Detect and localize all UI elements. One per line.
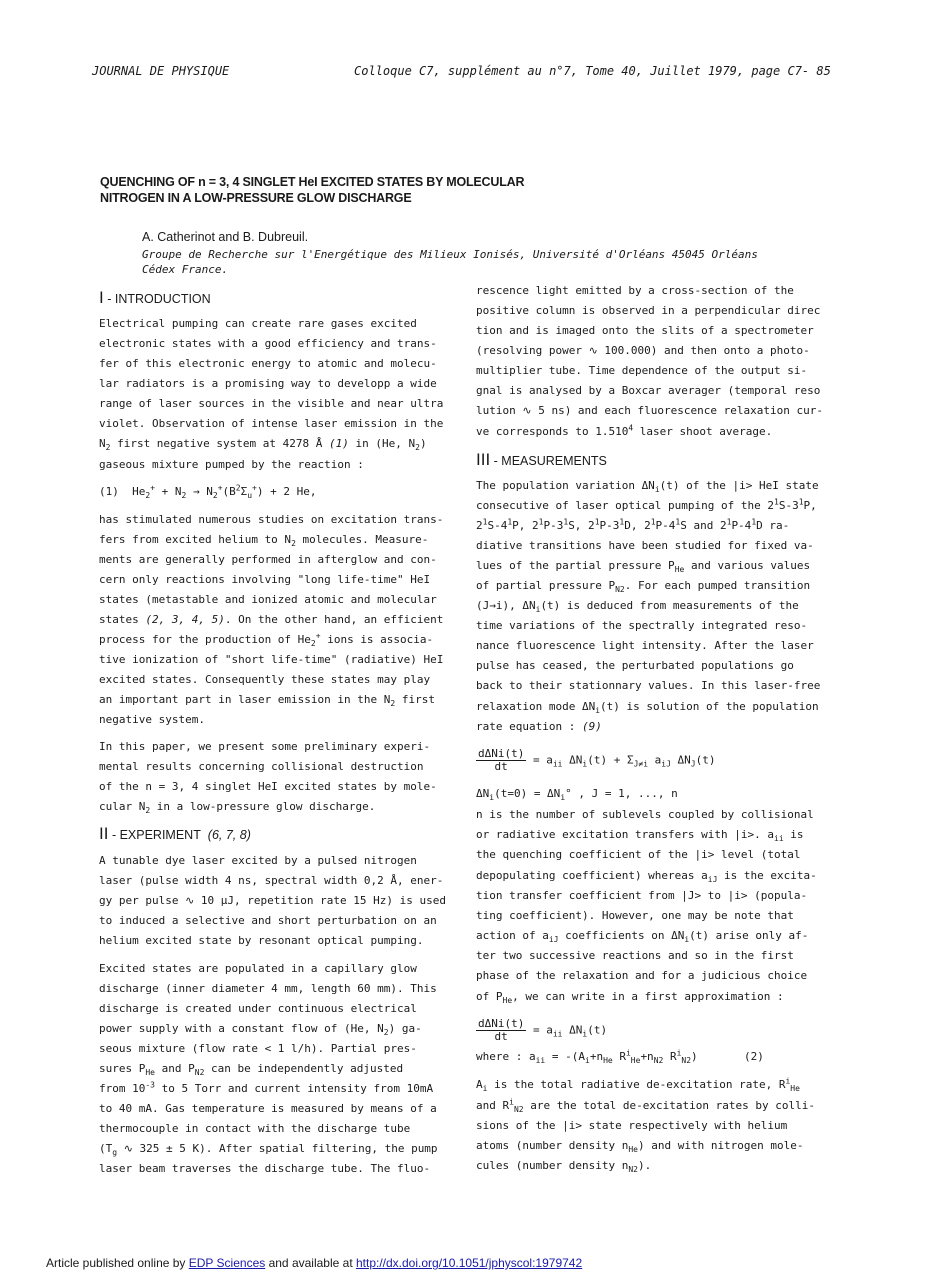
citation: (1) (329, 437, 349, 450)
citation: (6, 7, 8) (207, 828, 251, 842)
section-title: - INTRODUCTION (107, 292, 211, 306)
text-line: gaseous mixture pumped by the reaction : (99, 458, 364, 471)
text-line: lues of the partial pressure $P_{He}$ and various values (476, 559, 811, 575)
doi-link[interactable]: http://dx.doi.org/10.1051/jphyscol:1979742 (355, 1256, 583, 1270)
text-line: electronic states with a good efficiency and trans- (99, 337, 437, 350)
text-line: lar radiators is a promising way to developp a wide (99, 377, 437, 390)
text-line: gnal is analysed by a Boxcar averager (temporal reso (476, 384, 821, 397)
affiliation (142, 247, 758, 277)
affiliation-line-1: Groupe de Recherche sur l'Energétique des Milieux Ionisés, Université d'Orléans 45045 Orléans (142, 248, 758, 261)
text-line: cern only reactions involving "long life-time" HeI (99, 573, 431, 586)
text-line: to 40 mA. Gas temperature is measured by means of a (99, 1102, 437, 1115)
equation-approx: $\frac{\text{dΔNi(t)}}{dt}$ = $a_{ii}$ $\Delta N_i(t)$ (478, 1017, 608, 1043)
text-line: tion transfer coefficient from |J> to |i> (popula- (476, 889, 808, 902)
fraction: $\frac{\text{dΔNi(t)}}{dt}$ (478, 747, 525, 773)
text-line: an important part in laser emission in the $N_2$ first (99, 693, 435, 709)
text-line: $2^1S-4^1P$, $2^1P-3^1S$, $2^1P-3^1D$, $2^1P-4^1S$ and $2^1P-4^1D$ ra- (476, 517, 790, 532)
text-line: relaxation mode $\Delta N_i(t)$ is solution of the population (476, 700, 819, 716)
text-line: negative system. (99, 713, 205, 726)
text-line: rate equation : (9) (476, 720, 602, 733)
text-line: ting coefficient). However, one may be note that (476, 909, 794, 922)
text-line: states (metastable and ionized atomic and molecular (99, 593, 437, 606)
text-line: ter two successive reactions and so in the first (476, 949, 794, 962)
text-line: nance fluorescence light intensity. After the laser (476, 639, 814, 652)
text-line: cular $N_2$ in a low-pressure glow discharge. (99, 800, 376, 816)
text-line: A tunable dye laser excited by a pulsed nitrogen (99, 854, 417, 867)
section-heading-measurements (476, 450, 607, 471)
text-line: lution ∿ 5 ns) and each fluorescence relaxation cur- (476, 404, 823, 417)
text-line: multiplier tube. Time dependence of the output si- (476, 364, 808, 377)
text-line: back to their stationnary values. In this laser-free (476, 679, 821, 692)
text-line: of $P_{He}$, we can write in a first approximation : (476, 990, 784, 1006)
text-line: power supply with a constant flow of (He, $N_2$) ga- (99, 1022, 422, 1038)
section-number: III (476, 450, 491, 469)
text-line: In this paper, we present some preliminary experi- (99, 740, 431, 753)
title-line-1: QUENCHING OF n = 3, 4 SINGLET HeI EXCITED STATES BY MOLECULAR (100, 175, 525, 189)
equation-1: (1) $He_2^+ + N_2 \to N_2^+(B^2\Sigma_u^+) + 2$ He, (99, 483, 317, 501)
text-line: seous mixture (flow rate < 1 l/h). Partial pres- (99, 1042, 417, 1055)
publisher-link[interactable]: EDP Sciences (188, 1256, 266, 1270)
text-line: laser beam traverses the discharge tube. The fluo- (99, 1162, 431, 1175)
text-line: states (2, 3, 4, 5). On the other hand, an efficient (99, 613, 444, 626)
citation: (2, 3, 4, 5) (145, 613, 225, 626)
text-line: ($T_g$ ∿ 325 ± 5 K). After spatial filtering, the pump (99, 1142, 438, 1158)
text-line: Electrical pumping can create rare gases excited (99, 317, 417, 330)
colloque-reference: Colloque C7, supplément au n°7, Tome 40, Juillet 1979, page C7- 85 (354, 64, 831, 78)
publication-footer: Article published online by EDP Sciences and available at http://dx.doi.org/10.1051/jphyscol:1979742 (46, 1256, 583, 1270)
text-line: Excited states are populated in a capillary glow (99, 962, 417, 975)
text-line: or radiative excitation transfers with |i>. $a_{ii}$ is (476, 828, 804, 844)
text-line: mental results concerning collisional destruction (99, 760, 424, 773)
text-line: from $10^{-3}$ to 5 Torr and current intensity from 10mA (99, 1080, 434, 1095)
affiliation-line-2: Cédex France. (142, 263, 229, 276)
text-line: tive ionization of "short life-time" (radiative) HeI (99, 653, 444, 666)
text-line: to induced a selective and short perturbation on an (99, 914, 437, 927)
text-line: $N_2$ first negative system at 4278 Å (1) in (He, $N_2$) (99, 437, 427, 453)
text-line: $A_i$ is the total radiative de-excitation rate, $R^i_{He}$ (476, 1076, 800, 1094)
equation-label: (1) (99, 485, 119, 498)
text-line: action of $a_{iJ}$ coefficients on $\Delta N_i(t)$ arise only af- (476, 929, 809, 945)
section-title: - EXPERIMENT (111, 828, 201, 842)
title-line-2: NITROGEN IN A LOW-PRESSURE GLOW DISCHARGE (100, 191, 412, 205)
equation-initial: $\Delta N_i(t=0) = \Delta N_i^\circ$ , J = 1, ..., n (476, 787, 678, 803)
text-line: ve corresponds to 1.510$^4$ laser shoot average. (476, 423, 773, 438)
text-line: sions of the |i> state respectively with helium (476, 1119, 788, 1132)
text-line: rescence light emitted by a cross-section of the (476, 284, 794, 297)
text-line: atoms (number density $n_{He}$) and with nitrogen mole- (476, 1139, 804, 1155)
text-line: gy per pulse ∿ 10 μJ, repetition rate 15 Hz) is used (99, 894, 446, 907)
section-title: - MEASUREMENTS (493, 454, 607, 468)
fraction: $\frac{\text{dΔNi(t)}}{dt}$ (478, 1017, 525, 1043)
text-line: time variations of the spectrally integrated reso- (476, 619, 808, 632)
text-line: n is the number of sublevels coupled by collisional (476, 808, 814, 821)
equation-label: (2) (744, 1050, 764, 1063)
text-line: cules (number density $n_{N2}$). (476, 1159, 652, 1175)
text-line: of the n = 3, 4 singlet HeI excited states by mole- (99, 780, 437, 793)
text-line: fer of this electronic energy to atomic and molecu- (99, 357, 437, 370)
text-line: tion and is imaged onto the slits of a spectrometer (476, 324, 814, 337)
equation-rate: $\frac{\text{dΔNi(t)}}{dt}$ = $a_{ii}$ $\Delta N_i(t) + \Sigma_{J\ne i}$ $a_{iJ}$ $\Delta N_J(t)$ (478, 747, 716, 773)
text-line: excited states. Consequently these states may play (99, 673, 431, 686)
journal-name: JOURNAL DE PHYSIQUE (92, 64, 230, 78)
text-line: The population variation $\Delta N_i(t)$ of the |i> HeI state (476, 479, 819, 495)
text-line: depopulating coefficient) whereas $a_{iJ}$ is the excita- (476, 869, 817, 885)
text-line: laser (pulse width 4 ns, spectral width 0,2 Å, ener- (99, 874, 444, 887)
text-line: violet. Observation of intense laser emission in the (99, 417, 444, 430)
text-line: (J→i), $\Delta N_i(t)$ is deduced from measurements of the (476, 599, 799, 615)
section-heading-introduction (99, 288, 211, 309)
text-line: consecutive of laser optical pumping of the $2^1S-3^1P$, (476, 497, 817, 512)
text-line: helium excited state by resonant optical pumping. (99, 934, 424, 947)
text-line: sures $P_{He}$ and $P_{N2}$ can be independently adjusted (99, 1062, 404, 1078)
text-line: of partial pressure $P_{N2}$. For each pumped transition (476, 579, 811, 595)
text-line: discharge (inner diameter 4 mm, length 60 mm). This (99, 982, 437, 995)
text-line: fers from excited helium to $N_2$ molecules. Measure- (99, 533, 429, 549)
text-line: and $R^i_{N2}$ are the total de-excitation rates by colli- (476, 1097, 815, 1115)
text-line: discharge is created under continuous electrical (99, 1002, 417, 1015)
section-number: I (99, 288, 104, 307)
text-line: the quenching coefficient of the |i> level (total (476, 848, 801, 861)
equation-2: where : $a_{ii} = -(A_i+n_{He}$ $R^i_{He}+n_{N2}$ $R^i_{N2}$) (2) (476, 1048, 764, 1066)
paper-title (100, 174, 660, 206)
sum-symbol: Σ (626, 753, 634, 767)
section-heading-experiment (99, 824, 251, 845)
text-line: pulse has ceased, the perturbated populations go (476, 659, 794, 672)
text-line: diative transitions have been studied for fixed va- (476, 539, 814, 552)
text-line: phase of the relaxation and for a judicious choice (476, 969, 808, 982)
text-line: thermocouple in contact with the discharge tube (99, 1122, 411, 1135)
text-line: ments are generally performed in afterglow and con- (99, 553, 437, 566)
text-line: has stimulated numerous studies on excitation trans- (99, 513, 444, 526)
text-line: range of laser sources in the visible and near ultra (99, 397, 444, 410)
section-number: II (99, 824, 109, 843)
authors: A. Catherinot and B. Dubreuil. (142, 230, 309, 244)
text-line: (resolving power ∿ 100.000) and then onto a photo- (476, 344, 810, 357)
text-line: positive column is observed in a perpendicular direc (476, 304, 821, 317)
citation: (9) (581, 720, 602, 733)
text-line: process for the production of $He_2^+$ ions is associa- (99, 631, 434, 649)
